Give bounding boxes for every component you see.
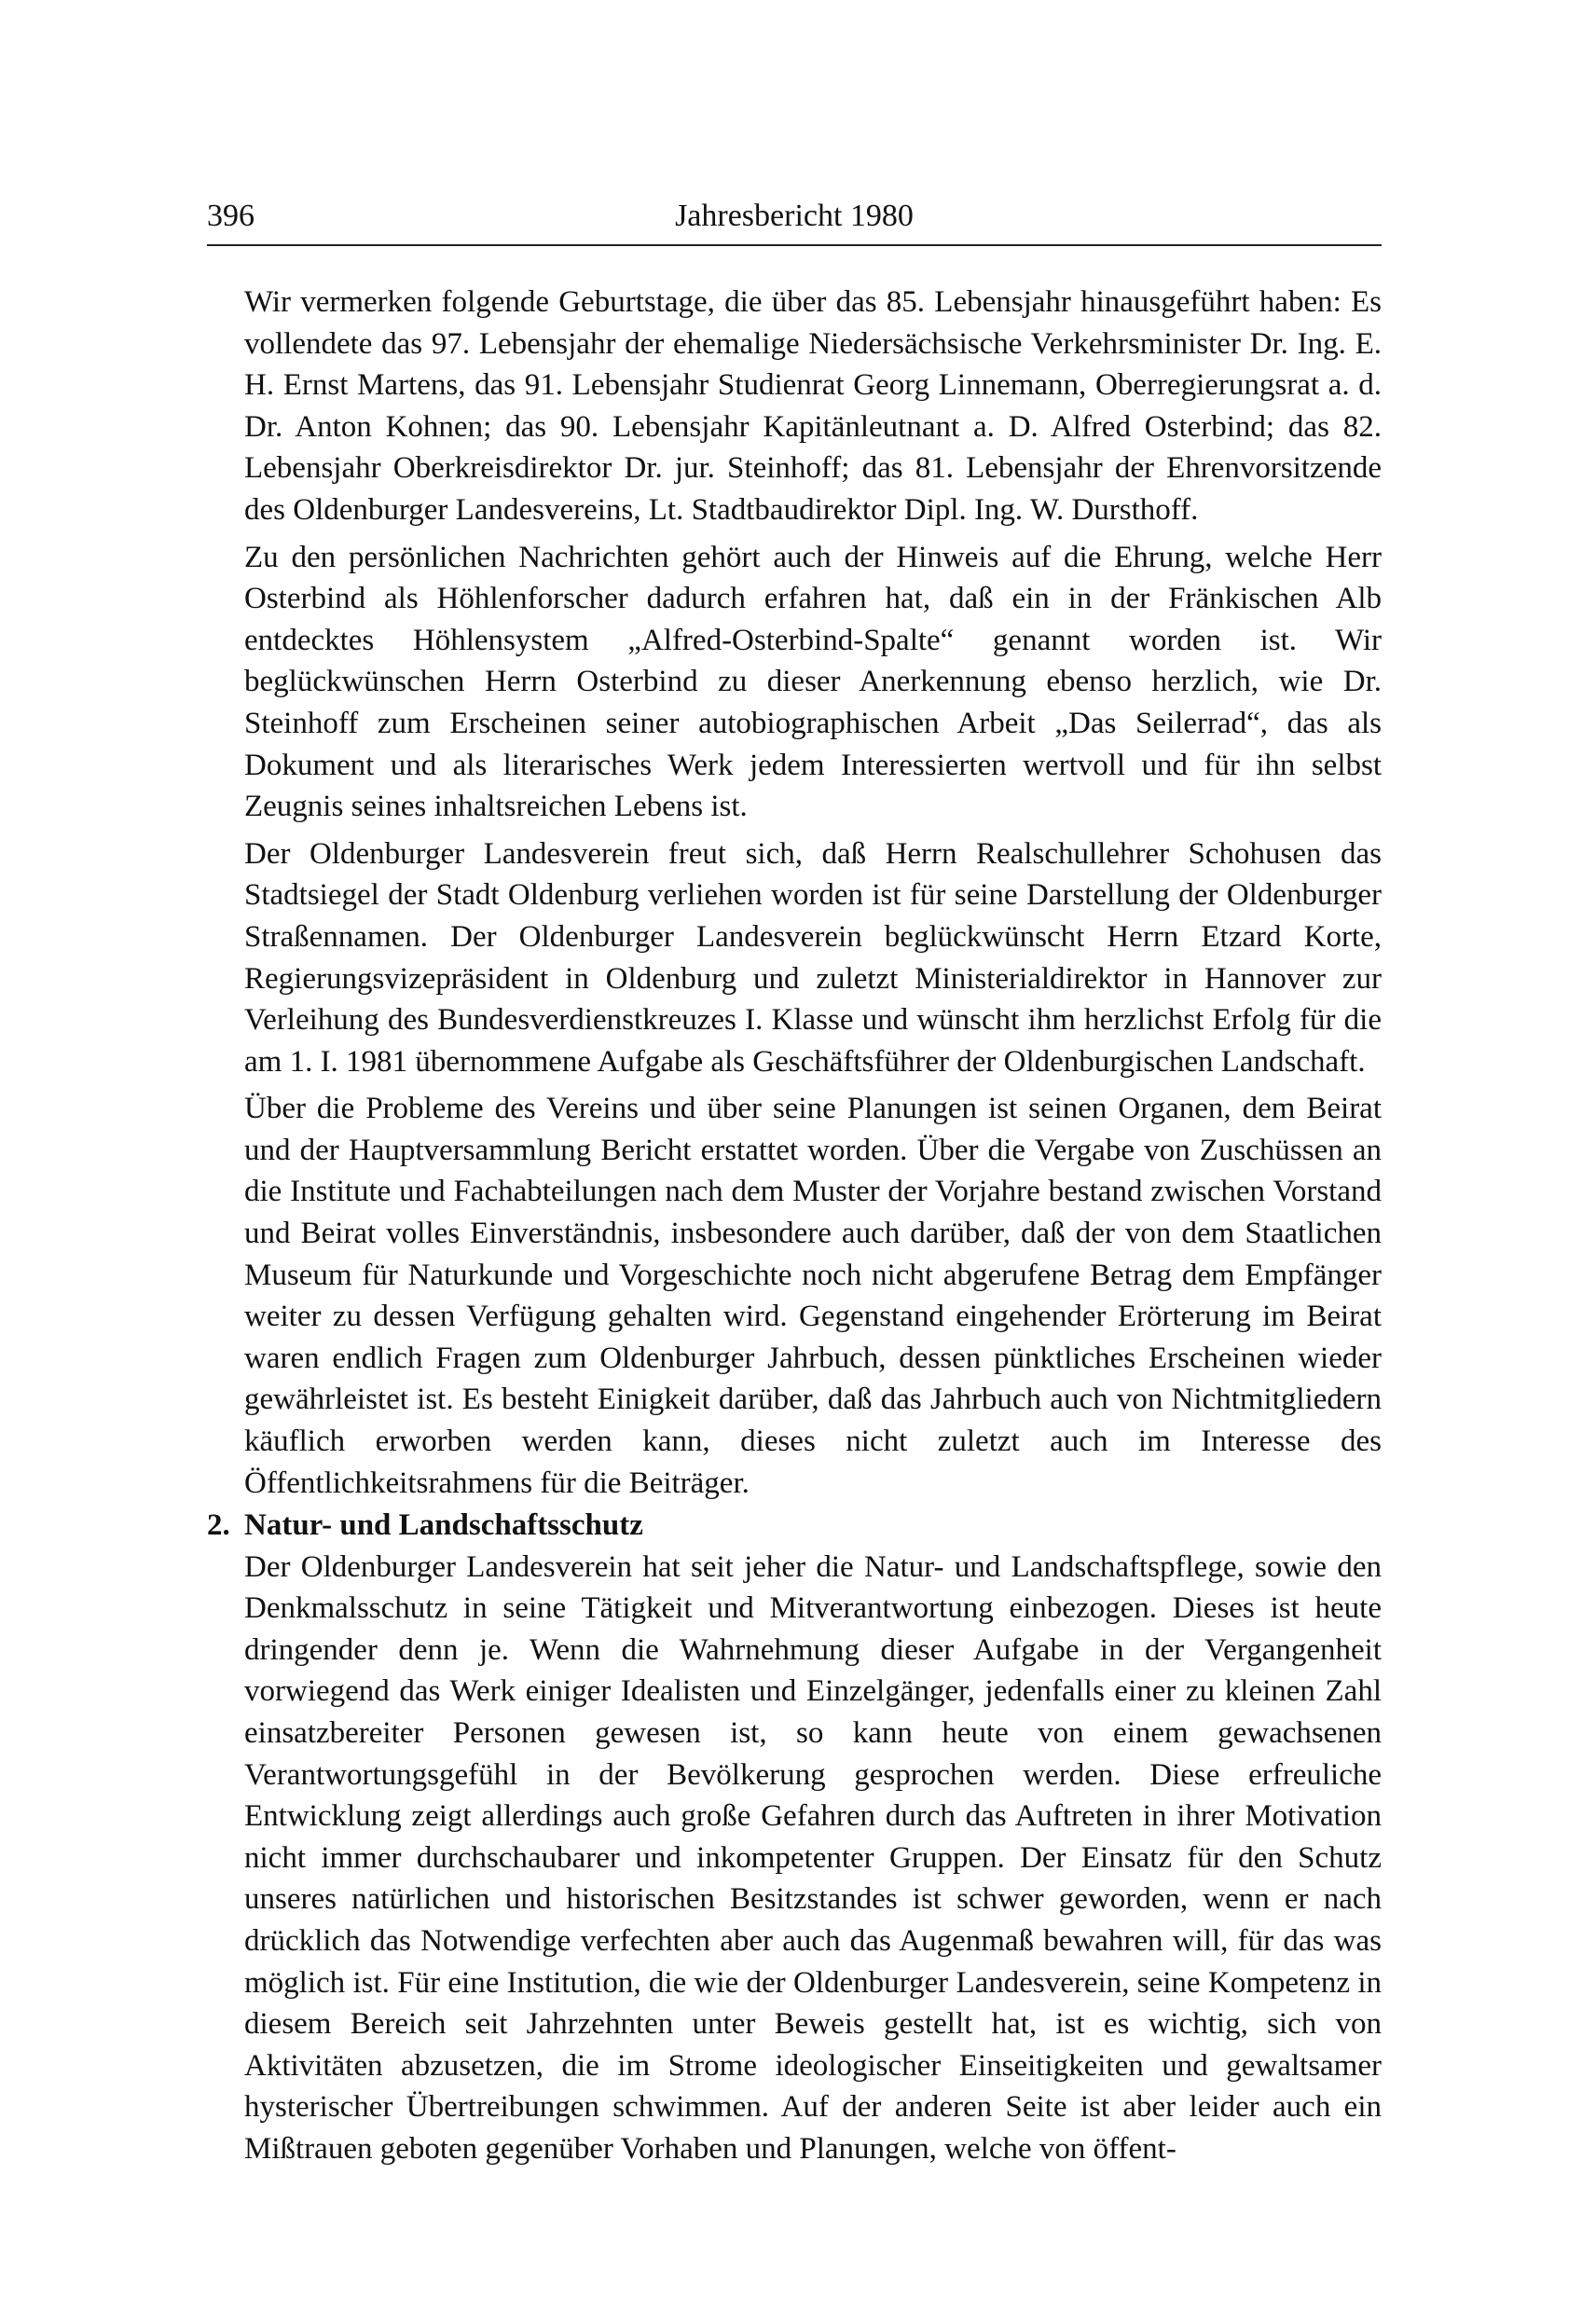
paragraph-birthdays: Wir vermerken folgende Geburtstage, die über das 85. Lebensjahr hinausgeführt haben: Es vollendete das 97. Lebensjahr der ehemalige Niedersächsische Verkehrsminister Dr. Ing. E. H. Ernst Martens, das 91. Lebensjahr Studienrat Georg Linnemann, Oberregierungsrat a. d. Dr. Anton Kohnen; das 90. Lebensjahr Kapitänleutnant a. D. Alfred Osterbind; das 82. Lebensjahr Oberkreisdirektor Dr. jur. Steinhoff; das 81. Lebensjahr der Ehrenvorsitzende des Oldenburger Landesvereins, Lt. Stadtbaudirektor Dipl. Ing. W. Dursthoff. — [244, 285, 1382, 527]
body-text — [244, 282, 1382, 1509]
page-header — [207, 194, 1382, 239]
paragraph-awards: Der Oldenburger Landesverein freut sich, daß Herrn Realschullehrer Schohusen das Stadtsiegel der Stadt Oldenburg verliehen worden ist für seine Darstellung der Oldenburger Straßennamen. Der Oldenburger Landesverein beglückwünscht Herrn Etzard Korte, Regierungsvizepräsident in Oldenburg und zuletzt Ministerialdirektor in Hannover zur Verleihung des Bundesverdienstkreuzes I. Klasse und wünscht ihm herzlichst Erfolg für die am 1. I. 1981 übernommene Aufgabe als Geschäftsführer der Oldenburgischen Landschaft. — [244, 836, 1382, 1079]
header-rule — [207, 244, 1382, 246]
paragraph-association-matters: Über die Probleme des Vereins und über seine Planungen ist seinen Organen, dem Beirat und der Hauptversammlung Bericht erstattet worden. Über die Vergabe von Zuschüssen an die Institute und Fachabteilungen nach dem Muster der Vorjahre bestand zwischen Vorstand und Beirat volles Einverständnis, insbesondere auch darüber, daß der von dem Staatlichen Museum für Naturkunde und Vorgeschichte noch nicht abgerufene Betrag dem Empfänger weiter zu dessen Verfügung gehalten wird. Gegenstand eingehender Erörterung im Beirat waren endlich Fragen zum Oldenburger Jahrbuch, dessen pünktliches Erscheinen wieder gewährleistet ist. Es besteht Einigkeit darüber, daß das Jahrbuch auch von Nichtmitgliedern käuflich erworben werden kann, dieses nicht zuletzt auch im Interesse des Öffentlichkeitsrahmens für die Beiträger. — [244, 1092, 1382, 1500]
section-title: Natur- und Landschaftsschutz — [244, 1508, 643, 1542]
section-body-text: Der Oldenburger Landesverein hat seit jeher die Natur- und Landschaftspflege, sowie den Denkmalsschutz in seine Tätigkeit und Mitverantwortung einbezogen. Dieses ist heute dringender denn je. Wenn die Wahrnehmung dieser Aufgabe in der Vergangenheit vorwiegend das Werk einiger Idealisten und Einzelgänger, jedenfalls einer zu kleinen Zahl einsatzbereiter Personen gewesen ist, so kann heute von einem gewachsenen Verantwortungsgefühl in der Bevölkerung gesprochen werden. Diese erfreuliche Entwicklung zeigt allerdings auch große Gefahren durch das Auftreten in ihrer Motivation nicht immer durchschaubarer und inkompetenter Gruppen. Der Einsatz für den Schutz unseres natürlichen und historischen Besitzstandes ist schwer geworden, wenn er nach drücklich das Notwendige verfechten aber auch das Augenmaß bewahren will, für das was möglich ist. Für eine Institution, die wie der Oldenburger Landesverein, seine Kompetenz in diesem Bereich seit Jahrzehnten unter Beweis gestellt hat, ist es wichtig, sich von Aktivitäten abzusetzen, die im Strome ideologischer Einseitigkeiten und gewaltsamer hysterischer Übertreibungen schwimmen. Auf der anderen Seite ist aber leider auch ein Mißtrauen geboten gegenüber Vorhaben und Planungen, welche von öffent- — [244, 1549, 1382, 2166]
page-number: 396 — [207, 199, 255, 233]
section-number: 2. — [207, 1508, 230, 1542]
section-nature-protection — [207, 1505, 1382, 2170]
running-title: Jahresbericht 1980 — [675, 199, 914, 233]
paragraph-personal-news: Zu den persönlichen Nachrichten gehört auch der Hinweis auf die Ehrung, welche Herr Osterbind als Höhlenforscher dadurch erfahren hat, daß ein in der Fränkischen Alb entdecktes Höhlensystem „Alfred-Osterbind-Spalte“ genannt worden ist. Wir beglückwünschen Herrn Osterbind zu dieser Anerkennung ebenso herzlich, wie Dr. Steinhoff zum Erscheinen seiner autobiographischen Arbeit „Das Seilerrad“, das als Dokument und als literarisches Werk jedem Interessierten wertvoll und für ihn selbst Zeugnis seines inhaltsreichen Lebens ist. — [244, 540, 1382, 824]
section-heading — [207, 1505, 1382, 1547]
